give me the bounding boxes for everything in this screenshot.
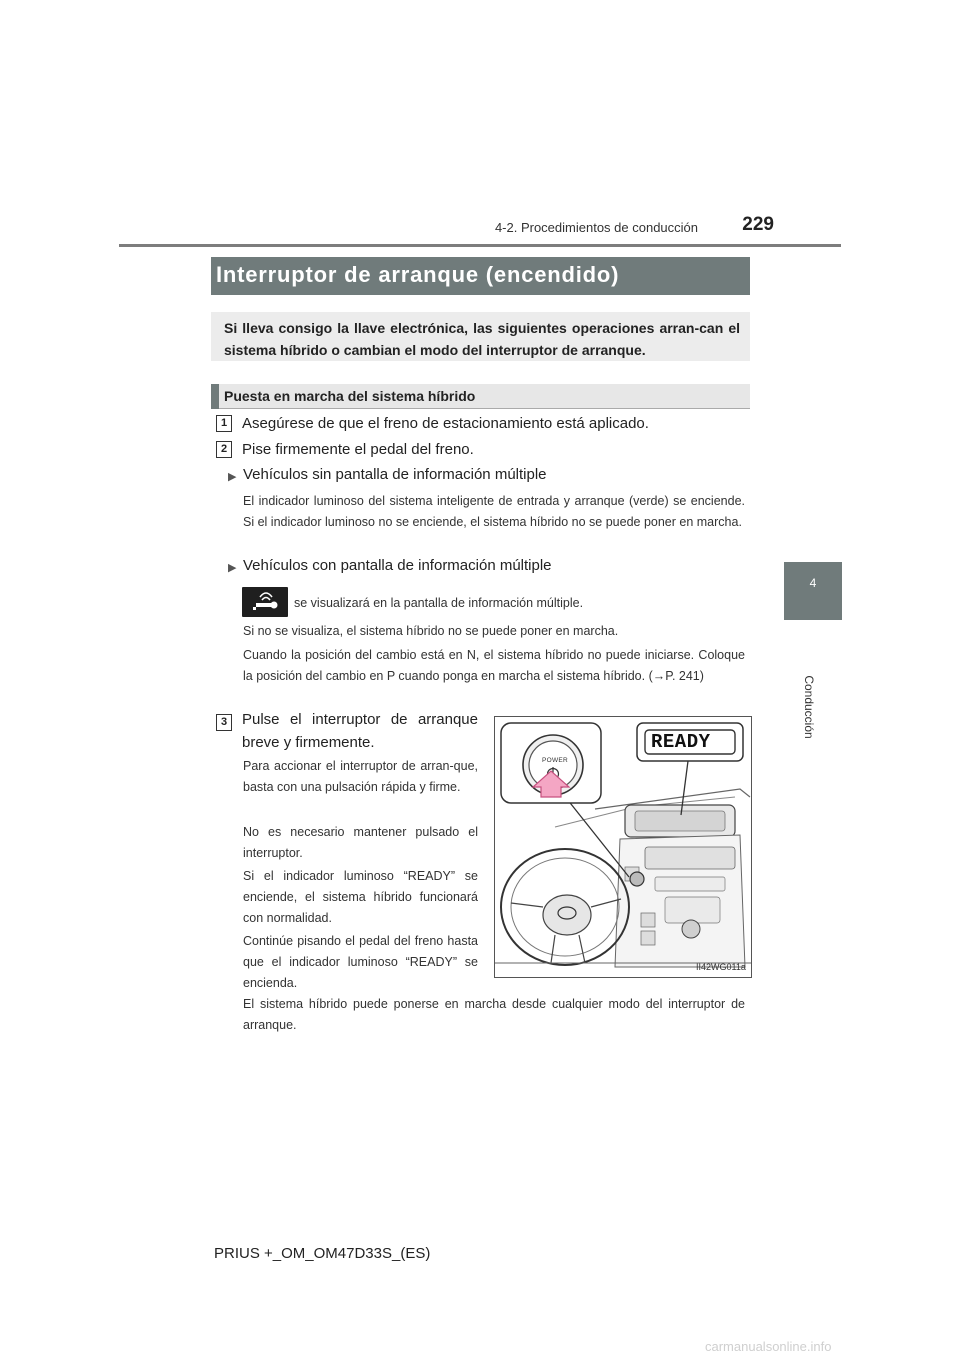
intro-text: Si lleva consigo la llave electrónica, las siguientes operaciones arran-can el sistema híbrido o cambian el modo del interruptor de arranque.	[224, 320, 740, 358]
bullet-triangle-icon: ▶	[228, 562, 237, 574]
step-3-text-line2: breve y firmemente.	[242, 734, 375, 751]
step-1-text: Asegúrese de que el freno de estacionamiento está aplicado.	[242, 415, 649, 432]
page-number: 229	[742, 214, 774, 235]
watermark: carmanualsonline.info	[705, 1339, 832, 1354]
chapter-label-text: Conducción	[802, 675, 816, 739]
sub-item-2-label: Vehículos con pantalla de información múltiple	[243, 557, 552, 574]
chapter-number: 4	[809, 576, 817, 590]
section-title: 4-2. Procedimientos de conducción	[494, 220, 698, 235]
step-3-text-line1: Pulse el interruptor de arranque	[242, 711, 478, 728]
step-2-number: 2	[216, 441, 232, 458]
header-rule	[119, 244, 841, 247]
step-3-para-2: No es necesario mantener pulsado el interruptor.	[243, 825, 478, 860]
step-1-number: 1	[216, 415, 232, 432]
final-paragraph: El sistema híbrido puede ponerse en marcha desde cualquier modo del interruptor de arranque.	[243, 997, 745, 1032]
figure-code: II42WG011a	[696, 962, 746, 972]
chapter-label	[799, 650, 816, 770]
sub-item-2-p2: Cuando la posición del cambio está en N, el sistema híbrido no puede iniciarse. Coloque la posición del cambio en P cuando ponga en marcha el sistema híbrido. (→P. 241)	[243, 648, 745, 683]
power-label: POWER	[542, 757, 569, 764]
subheader-title: Puesta en marcha del sistema híbrido	[224, 388, 476, 404]
subheader-accent	[211, 384, 219, 409]
sub-item-1-label: Vehículos sin pantalla de información múltiple	[243, 466, 547, 483]
dashboard-illustration	[494, 716, 752, 978]
ready-label: READY	[651, 731, 711, 753]
chapter-tab	[784, 562, 842, 620]
footer-docid: PRIUS +_OM_OM47D33S_(ES)	[214, 1245, 431, 1262]
step-3-number: 3	[216, 714, 232, 731]
page-title: Interruptor de arranque (encendido)	[216, 262, 620, 287]
step-3-para-1: Para accionar el interruptor de arran-que, basta con una pulsación rápida y firme.	[243, 759, 478, 794]
step-2-text: Pise firmemente el pedal del freno.	[242, 441, 474, 458]
smart-key-indicator-icon	[242, 587, 288, 617]
icon-caption: se visualizará en la pantalla de información múltiple.	[294, 596, 584, 610]
bullet-triangle-icon: ▶	[228, 471, 237, 483]
step-3-para-3: Si el indicador luminoso “READY” se enciende, el sistema híbrido funcionará con normalidad.	[243, 869, 478, 925]
sub-item-2-p1: Si no se visualiza, el sistema híbrido no se puede poner en marcha.	[243, 624, 619, 638]
sub-item-1-paragraph: El indicador luminoso del sistema inteligente de entrada y arranque (verde) se enciende. Si el indicador luminoso no se enciende, el sistema híbrido no se puede poner en marcha.	[243, 494, 745, 529]
step-3-para-4: Continúe pisando el pedal del freno hasta que el indicador luminoso “READY” se encienda.	[243, 934, 478, 990]
